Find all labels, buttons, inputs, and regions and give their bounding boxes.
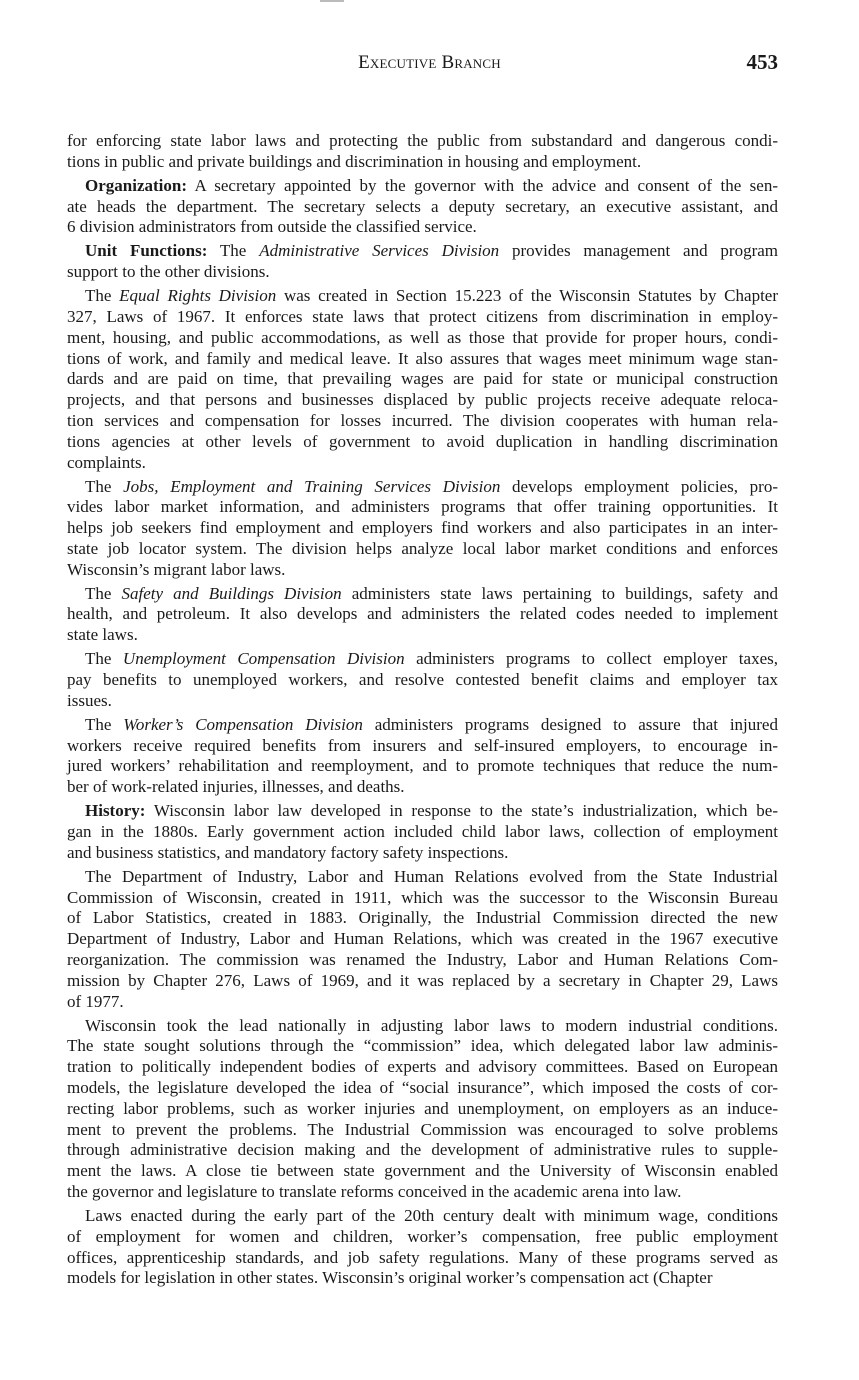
division-name: Equal Rights Division bbox=[119, 286, 277, 306]
scan-mark bbox=[320, 0, 344, 2]
text-run: workers receive required benefits from insurers and self-insured employers, to encourage in- bbox=[67, 735, 778, 755]
text-run: administers programs designed to assure that injured bbox=[362, 714, 778, 734]
text-line bbox=[67, 131, 778, 152]
text-run: of employment for women and children, worker’s compensation, free public employment bbox=[67, 1226, 778, 1246]
text-run: for enforcing state labor laws and protecting the public from substandard and dangerous condi- bbox=[67, 131, 778, 150]
text-run: state job locator system. The division helps analyze local labor market conditions and enforces bbox=[67, 538, 778, 558]
text-run: administers state laws pertaining to buildings, safety and bbox=[341, 583, 778, 603]
text-run: administers programs to collect employer taxes, bbox=[404, 649, 778, 669]
text-run: ate heads the department. The secretary selects a deputy secretary, an executive assistant, and bbox=[67, 196, 778, 216]
text-run: pay benefits to unemployed workers, and resolve contested benefit claims and employer tax bbox=[67, 670, 778, 690]
paragraph bbox=[67, 584, 778, 646]
text-line bbox=[67, 908, 778, 929]
text-line bbox=[67, 1227, 778, 1248]
text-run: tions of work, and family and medical leave. It also assures that wages meet minimum wage stan- bbox=[67, 348, 778, 368]
running-head: Executive Branch bbox=[358, 52, 501, 73]
text-run: models, the legislature developed the idea of “social insurance”, which imposed the costs of cor- bbox=[67, 1077, 778, 1097]
paragraph bbox=[67, 241, 778, 283]
text-line bbox=[67, 625, 778, 646]
text-line bbox=[67, 307, 778, 328]
text-line bbox=[67, 560, 778, 581]
text-line bbox=[67, 691, 778, 712]
text-run: Department of Industry, Labor and Human Relations, which was created in the 1967 executive bbox=[67, 929, 778, 949]
text-run: helps job seekers find employment and employers find workers and also participates in an inter- bbox=[67, 518, 778, 538]
text-run: mission by Chapter 276, Laws of 1969, and it was replaced by a secretary in Chapter 29, Laws bbox=[67, 970, 778, 990]
text-line bbox=[67, 539, 778, 560]
text-line bbox=[67, 1248, 778, 1269]
text-line bbox=[67, 736, 778, 757]
paragraph bbox=[67, 176, 778, 238]
text-run: Commission of Wisconsin, created in 1911, which was the successor to the Wisconsin Bureau bbox=[67, 887, 778, 907]
text-line bbox=[67, 1268, 778, 1289]
text-run: and business statistics, and mandatory factory safety inspections. bbox=[67, 842, 509, 862]
text-line bbox=[67, 176, 778, 197]
text-run: tions agencies at other levels of government to avoid duplication in handling discrimination bbox=[67, 431, 778, 451]
paragraph bbox=[67, 286, 778, 473]
text-line bbox=[67, 1140, 778, 1161]
text-run: tions in public and private buildings and discrimination in housing and employment. bbox=[67, 151, 642, 171]
text-run: reorganization. The commission was renamed the Industry, Labor and Human Relations Com- bbox=[67, 949, 778, 969]
paragraph bbox=[67, 715, 778, 798]
text-line bbox=[67, 604, 778, 625]
text-run: develops employment policies, pro- bbox=[500, 476, 778, 496]
text-run: 6 division administrators from outside the classified service. bbox=[67, 217, 477, 237]
text-run: vides labor market information, and administers programs that offer training opportunities. It bbox=[67, 497, 778, 517]
text-line bbox=[67, 328, 778, 349]
text-run: The bbox=[85, 714, 124, 734]
text-line bbox=[67, 649, 778, 670]
text-line bbox=[67, 756, 778, 777]
paragraph bbox=[67, 649, 778, 711]
text-run: recting labor problems, such as worker injuries and unemployment, on employers as an induce- bbox=[67, 1098, 778, 1118]
text-line bbox=[67, 801, 778, 822]
text-line bbox=[67, 715, 778, 736]
text-line bbox=[67, 518, 778, 539]
text-line bbox=[67, 1036, 778, 1057]
text-run: 327, Laws of 1967. It enforces state laws that protect citizens from discrimination in employ- bbox=[67, 306, 778, 326]
text-line bbox=[67, 1161, 778, 1182]
text-line bbox=[67, 411, 778, 432]
text-line bbox=[67, 867, 778, 888]
text-run: of 1977. bbox=[67, 991, 124, 1011]
text-run: The Department of Industry, Labor and Human Relations evolved from the State Industrial bbox=[85, 866, 778, 886]
text-line bbox=[67, 584, 778, 605]
text-line bbox=[67, 843, 778, 864]
text-run: The bbox=[85, 476, 124, 496]
text-run: tration to politically independent bodies of experts and advisory committees. Based on European bbox=[67, 1057, 778, 1077]
body-text bbox=[67, 131, 778, 1292]
paragraph bbox=[67, 477, 778, 581]
text-line bbox=[67, 1078, 778, 1099]
text-run: was created in Section 15.223 of the Wisconsin Statutes by Chapter bbox=[276, 286, 778, 306]
text-run: The bbox=[85, 649, 123, 669]
text-run: the governor and legislature to translate reforms conceived in the academic arena into law. bbox=[67, 1181, 682, 1201]
text-run: ment the laws. A close tie between state government and the University of Wisconsin enabled bbox=[67, 1161, 778, 1181]
text-line bbox=[67, 950, 778, 971]
text-run: ment to prevent the problems. The Industrial Commission was encouraged to solve problems bbox=[67, 1119, 778, 1139]
text-line bbox=[67, 477, 778, 498]
paragraph bbox=[67, 801, 778, 863]
text-run: Wisconsin’s migrant labor laws. bbox=[67, 559, 286, 579]
text-run: offices, apprenticeship standards, and job safety regulations. Many of these programs served as bbox=[67, 1247, 778, 1267]
text-line bbox=[67, 929, 778, 950]
paragraph bbox=[67, 867, 778, 1013]
text-run: ber of work-related injuries, illnesses, and deaths. bbox=[67, 777, 405, 797]
run-in-heading: History: bbox=[85, 801, 146, 821]
division-name: Worker’s Compensation Division bbox=[123, 714, 363, 734]
text-run: Wisconsin took the lead nationally in adjusting labor laws to modern industrial conditions. bbox=[85, 1015, 778, 1035]
text-line bbox=[67, 453, 778, 474]
text-run: complaints. bbox=[67, 452, 146, 472]
paragraph bbox=[67, 1016, 778, 1203]
text-line bbox=[67, 777, 778, 798]
text-line bbox=[67, 670, 778, 691]
text-run: The state sought solutions through the “commission” idea, which delegated labor law adminis- bbox=[67, 1036, 778, 1056]
text-run: through administrative decision making and the development of administrative rules to supple- bbox=[67, 1140, 778, 1160]
text-run: of Labor Statistics, created in 1883. Originally, the Industrial Commission directed the new bbox=[67, 908, 778, 928]
text-run: support to the other divisions. bbox=[67, 262, 270, 282]
text-run: Laws enacted during the early part of the 20th century dealt with minimum wage, conditions bbox=[85, 1205, 778, 1225]
text-line bbox=[67, 1057, 778, 1078]
text-line bbox=[67, 286, 778, 307]
text-line bbox=[67, 1120, 778, 1141]
text-run: models for legislation in other states. Wisconsin’s original worker’s compensation act (Chapter bbox=[67, 1268, 713, 1288]
text-line bbox=[67, 217, 778, 238]
text-run: gan in the 1880s. Early government action included child labor laws, collection of employment bbox=[67, 822, 778, 841]
text-run: issues. bbox=[67, 690, 112, 710]
text-run: The bbox=[85, 583, 122, 603]
text-line bbox=[67, 152, 778, 173]
text-run: The bbox=[85, 286, 120, 306]
division-name: Administrative Services Division bbox=[259, 241, 500, 261]
run-in-heading: Organization: bbox=[85, 175, 187, 195]
paragraph bbox=[67, 131, 778, 173]
text-run: health, and petroleum. It also develops and administers the related codes needed to implement bbox=[67, 604, 778, 624]
text-line bbox=[67, 888, 778, 909]
text-run: provides management and program bbox=[499, 241, 779, 261]
text-line bbox=[67, 432, 778, 453]
text-line bbox=[67, 1206, 778, 1227]
text-run: tion services and compensation for losses incurred. The division cooperates with human rela- bbox=[67, 410, 778, 430]
text-line bbox=[67, 197, 778, 218]
text-run: ment, housing, and public accommodations, as well as those that provide for proper hours, condi- bbox=[67, 327, 778, 347]
division-name: Safety and Buildings Division bbox=[121, 583, 342, 603]
page-number: 453 bbox=[746, 50, 778, 74]
text-run: A secretary appointed by the governor with the advice and consent of the sen- bbox=[187, 175, 778, 195]
text-run: dards and are paid on time, that prevailing wages are paid for state or municipal construction bbox=[67, 369, 778, 389]
paragraph bbox=[67, 1206, 778, 1289]
text-line bbox=[67, 390, 778, 411]
text-line bbox=[67, 1099, 778, 1120]
text-line bbox=[67, 971, 778, 992]
text-run: jured workers’ rehabilitation and reemployment, and to promote techniques that reduce the num- bbox=[67, 756, 778, 776]
text-run: The bbox=[207, 241, 260, 261]
text-line bbox=[67, 1016, 778, 1037]
text-run: state laws. bbox=[67, 625, 138, 645]
division-name: Unemployment Compensation Division bbox=[122, 649, 405, 669]
text-line bbox=[67, 992, 778, 1013]
text-line bbox=[67, 262, 778, 283]
text-run: Wisconsin labor law developed in response to the state’s industrialization, which be- bbox=[145, 801, 778, 821]
text-line bbox=[67, 241, 778, 262]
text-line bbox=[67, 822, 778, 843]
run-in-heading: Unit Functions: bbox=[85, 241, 208, 261]
division-name: Jobs, Employment and Training Services Division bbox=[123, 476, 501, 496]
text-line bbox=[67, 1182, 778, 1203]
text-line bbox=[67, 349, 778, 370]
text-run: projects, and that persons and businesses displaced by public projects receive adequate reloca- bbox=[67, 390, 778, 410]
text-line bbox=[67, 497, 778, 518]
text-line bbox=[67, 369, 778, 390]
